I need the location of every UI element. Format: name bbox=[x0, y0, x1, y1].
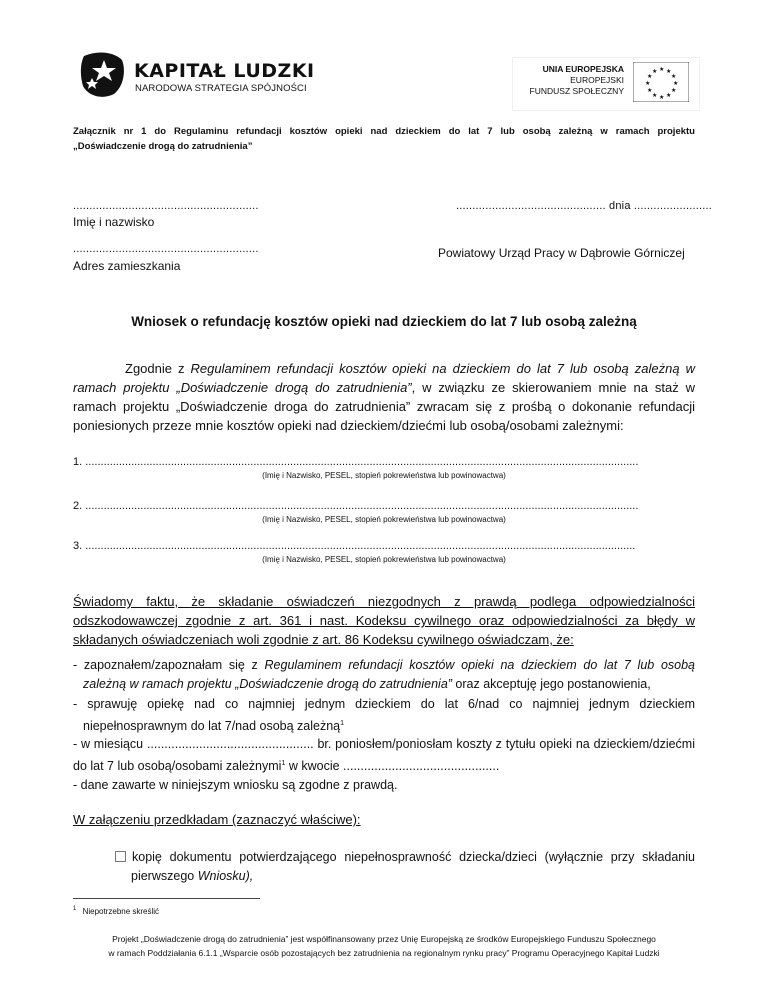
intro-text-italic: Regulaminem refundacji kosztów opieki na dzieckiem do lat 7 lub osobą zależną w ramach projektu „Doświadczenie drogą do zatrudnienia” bbox=[73, 361, 696, 395]
statement-1-italic: Regulaminem refundacji kosztów opieki na dzieckiem do lat 7 lub osobą zależną w ramach projektu „Doświadczenie drogą do zatrudnienia” bbox=[83, 658, 696, 691]
person-1-line bbox=[73, 456, 695, 468]
svg-text:★: ★ bbox=[647, 87, 653, 94]
footer bbox=[0, 932, 768, 960]
eu-line-1: UNIA EUROPEJSKA bbox=[542, 64, 624, 74]
person-3-line bbox=[73, 540, 695, 552]
intro-paragraph bbox=[73, 359, 695, 435]
svg-text:★: ★ bbox=[652, 68, 658, 75]
footnote bbox=[73, 906, 159, 916]
attachment-line-2: „Doświadczenie drogą do zatrudnienia” bbox=[73, 141, 253, 152]
person-3 bbox=[73, 540, 695, 564]
person-1-num: 1. bbox=[73, 456, 83, 468]
declaration-text: Świadomy faktu, że składanie oświadczeń niezgodnych z prawdą podlega odpowiedzialności odszkodowawczej zgodnie z art. 361 i nast. Kodeksu cywilnego oraz odpowiedzialności za błędy w składanych oświadczeniach woli zgodnie z art. 86 Kodeksu cywilnego oświadczam, że: bbox=[73, 594, 695, 647]
statement-1 bbox=[73, 656, 695, 694]
person-2-num: 2. bbox=[73, 500, 83, 512]
person-2 bbox=[73, 500, 695, 524]
kapital-ludzki-subtitle: NARODOWA STRATEGIA SPÓJNOŚCI bbox=[135, 83, 307, 94]
attachment-line-1: Załącznik nr 1 do Regulaminu refundacji kosztów opieki nad dzieckiem do lat 7 lub osobą zależną w ramach projektu bbox=[73, 126, 695, 137]
statement-1-a: - zapoznałem/zapoznałam się z bbox=[73, 658, 265, 672]
eu-flag-icon bbox=[633, 62, 689, 102]
office-name: Powiatowy Urząd Pracy w Dąbrowie Górniczej bbox=[438, 246, 685, 260]
svg-text:★: ★ bbox=[645, 80, 651, 87]
person-2-dots: ..................................................................................................................................................................................... bbox=[85, 500, 639, 512]
footer-line-1: Projekt „Doświadczenie drogą do zatrudnienia” jest współfinansowany przez Unię Europejską ze środków Europejskiego Funduszu Społecznego bbox=[112, 934, 656, 944]
person-3-caption: (Imię i Nazwisko, PESEL, stopień pokrewieństwa lub powinowactwa) bbox=[262, 555, 506, 564]
date-field: .............................................. dnia ........................ bbox=[456, 200, 713, 212]
attachments-heading bbox=[73, 812, 361, 827]
svg-text:★: ★ bbox=[673, 80, 679, 87]
svg-text:★: ★ bbox=[671, 87, 677, 94]
svg-text:★: ★ bbox=[666, 92, 672, 99]
svg-text:★: ★ bbox=[659, 66, 665, 73]
svg-text:★: ★ bbox=[666, 68, 672, 75]
person-1-caption: (Imię i Nazwisko, PESEL, stopień pokrewieństwa lub powinowactwa) bbox=[262, 471, 506, 480]
person-2-line bbox=[73, 500, 695, 512]
declaration bbox=[73, 592, 695, 649]
person-3-num: 3. bbox=[73, 540, 83, 552]
name-label: Imię i nazwisko bbox=[73, 215, 155, 229]
statement-2-footnote-ref: 1 bbox=[340, 720, 345, 727]
page-title: Wniosek o refundację kosztów opieki nad dzieckiem do lat 7 lub osobą zależną bbox=[131, 314, 637, 329]
statement-3-a: - w miesiącu ................................................ br. poniosłem/poniosłam koszty z tytułu opieki na dzieckiem/dziećmi do lat 7 lub osobą/osobami zależnymi bbox=[73, 737, 695, 774]
kapital-ludzki-emblem-icon bbox=[80, 50, 126, 98]
svg-text:★: ★ bbox=[647, 73, 653, 80]
person-2-caption: (Imię i Nazwisko, PESEL, stopień pokrewieństwa lub powinowactwa) bbox=[262, 515, 506, 524]
statement-2-text: - sprawuję opiekę nad co najmniej jednym dzieckiem do lat 6/nad co najmniej jednym dzieckiem niepełnosprawnym do lat 7/nad osobą zależną bbox=[73, 697, 695, 734]
person-3-dots: .................................................................................................................................................................................... bbox=[85, 540, 636, 552]
statement-4: - dane zawarte w niniejszym wniosku są zgodne z prawdą. bbox=[73, 778, 398, 792]
attachments-heading-text: W załączeniu przedkładam (zaznaczyć właściwe): bbox=[73, 812, 361, 827]
kapital-ludzki-title: KAPITAŁ LUDZKI bbox=[134, 60, 315, 82]
attachment-item-1-italic: Wniosku), bbox=[197, 869, 254, 883]
statement-3-b: w kwocie ............................................. bbox=[285, 759, 500, 774]
attachment-item-1 bbox=[115, 848, 695, 886]
attachment-header bbox=[73, 124, 695, 154]
intro-text-b: , w związku ze skierowaniem mnie na staż w ramach projektu „Doświadczenie droga do zatrudnienia” zwracam się z prośbą o dokonanie refundacji poniesionych przeze mnie kosztów opieki nad dzieckiem/dziećmi lub osobą/osobami zależnymi: bbox=[73, 380, 695, 433]
statement-1-b: oraz akceptuję jego postanowienia, bbox=[451, 677, 651, 691]
person-1 bbox=[73, 456, 695, 480]
address-dots: ......................................................... bbox=[73, 243, 259, 255]
footnote-num: 1 bbox=[73, 906, 77, 912]
person-1-dots: ..................................................................................................................................................................................... bbox=[85, 456, 639, 468]
statement-2 bbox=[73, 695, 695, 736]
intro-text-a: Zgodnie z bbox=[125, 361, 191, 376]
eu-line-2: EUROPEJSKI bbox=[570, 75, 624, 85]
svg-text:★: ★ bbox=[652, 92, 658, 99]
svg-text:★: ★ bbox=[671, 73, 677, 80]
kapital-ludzki-logo bbox=[80, 50, 315, 100]
eu-line-3: FUNDUSZ SPOŁECZNY bbox=[529, 86, 624, 96]
name-dots: ......................................................... bbox=[73, 200, 259, 212]
eu-logo bbox=[512, 57, 700, 111]
statement-3 bbox=[73, 735, 695, 776]
attachment-checkbox[interactable] bbox=[115, 851, 126, 862]
footnote-separator bbox=[73, 898, 260, 899]
footnote-text: Niepotrzebne skreślić bbox=[82, 906, 160, 916]
address-label: Adres zamieszkania bbox=[73, 259, 181, 273]
footer-line-2: w ramach Poddziałania 6.1.1 „Wsparcie osób pozostających bez zatrudnienia na regionalnym rynku pracy” Programu Operacyjnego Kapitał Ludzki bbox=[108, 948, 660, 958]
attachment-item-1-a: kopię dokumentu potwierdzającego niepełnosprawność dziecka/dzieci (wyłącznie przy składaniu pierwszego bbox=[131, 850, 695, 883]
statement-3-footnote-ref: 1 bbox=[281, 760, 286, 767]
svg-text:★: ★ bbox=[659, 94, 665, 101]
